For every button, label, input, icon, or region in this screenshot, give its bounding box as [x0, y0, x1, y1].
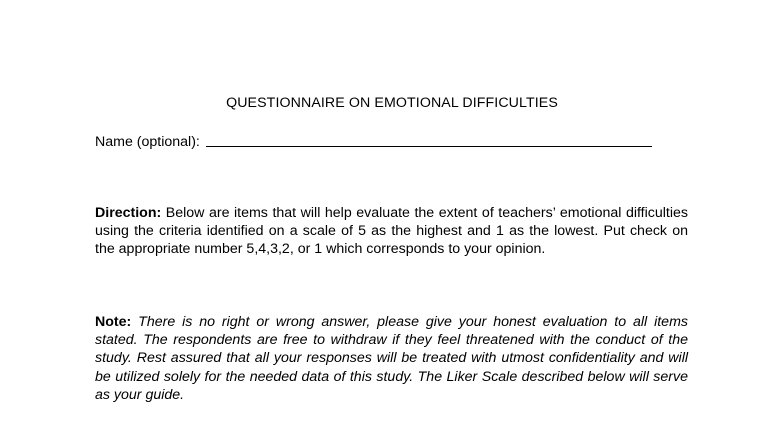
direction-label: Direction:	[95, 205, 162, 221]
direction-text: Below are items that will help evaluate the extent of teachers’ emotional difficulties using the criteria identified on a scale of 5 as the highest and 1 as the lowest. Put check on the appropriate number 5,4,3,2, or 1 which corresponds to your opinion.	[95, 205, 688, 258]
note-text: There is no right or wrong answer, please give your honest evaluation to all items stated. The respondents are free to withdraw if they feel threatened with the conduct of the study. Rest assured that all your responses will be treated with utmost confidentiality and will be utilized solely for the needed data of this study. The Liker Scale described below will serve as your guide.	[95, 314, 688, 403]
name-blank-line	[206, 132, 652, 147]
direction-paragraph	[95, 204, 688, 259]
note-label: Note:	[95, 314, 132, 330]
name-label: Name (optional):	[95, 134, 200, 150]
document-title: QUESTIONNAIRE ON EMOTIONAL DIFFICULTIES	[226, 95, 558, 111]
note-paragraph	[95, 313, 688, 404]
name-field-row	[95, 131, 652, 151]
